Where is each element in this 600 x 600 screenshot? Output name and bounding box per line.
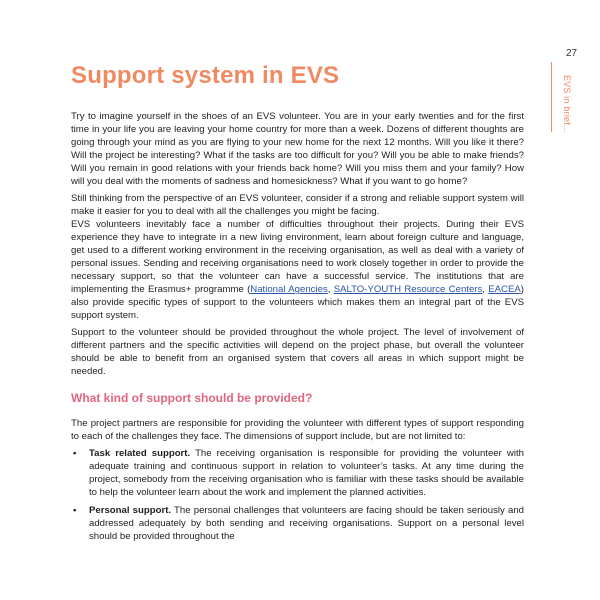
intro-paragraph-3	[71, 218, 524, 323]
section-intro: The project partners are responsible for providing the volunteer with different types of support responding to each of the challenges they face. The dimensions of support include, but are not limited to:	[71, 417, 524, 443]
bullet-icon: •	[73, 504, 77, 516]
bullet-icon: •	[73, 448, 77, 460]
list-item	[71, 447, 524, 499]
intro-paragraph-4: Support to the volunteer should be provided throughout the whole project. The level of involvement of different partners and the specific activities will depend on the project phase, but overall the volunteer should be able to benefit from an organised system that covers all areas in which support might be needed.	[71, 326, 524, 377]
eacea-link[interactable]: EACEA	[488, 284, 521, 296]
list-item-term: Task related support.	[89, 448, 191, 460]
list-item-term: Personal support.	[89, 504, 172, 516]
link-separator: ,	[327, 284, 334, 296]
salto-youth-link[interactable]: SALTO-YOUTH Resource Centers	[333, 284, 483, 296]
side-section-tab: EVS in brief...	[562, 75, 572, 134]
link-separator: ,	[482, 284, 489, 296]
page-number: 27	[566, 48, 578, 59]
national-agencies-link[interactable]: National Agencies	[250, 284, 328, 296]
side-divider	[551, 62, 552, 132]
section-heading: What kind of support should be provided?	[71, 390, 313, 405]
intro-paragraph-1: Try to imagine yourself in the shoes of an EVS volunteer. You are in your early twenties and for the first time in your life you are leaving your home country for more than a week. Dozens of different thoughts are going through your mind as you are flying to your new home for the next 12 months. Will you like it there? Will the project be interesting? What if the tasks are too difficult for you? Will you be able to make friends? Will you remain in good relations with your friends back home? Will you miss them and your family? How will you deal with the moments of sadness and homesickness? What if you want to go home?	[71, 111, 524, 188]
intro-paragraph-3-text: EVS volunteers inevitably face a number of difficulties throughout their projects. During their EVS experience they have to integrate in a new living environment, learn about foreign culture and language, get used to a different working environment in the receiving organisation, as well as deal with a variety of personal issues. Sending and receiving organisations need to work closely together in order to provide the necessary support, so that the volunteer can have a successful service. The institutions that are implementing the Erasmus+ programme (	[71, 218, 524, 296]
body-content	[71, 110, 524, 547]
list-item	[71, 504, 524, 543]
list-item-text: The personal challenges that volunteers are facing should be taken seriously and addressed adequately by both sending and receiving organisations. Support on a personal level should be provided throughout the	[89, 504, 524, 542]
list-item-text: The receiving organisation is responsible for providing the volunteer with adequate training and continuous support in relation to volunteer’s tasks. At any time during the project, somebody from the receiving organisation who is familiar with these tasks should be available to help the volunteer learn about the work and implement the planned activities.	[89, 448, 524, 499]
support-dimensions-list	[71, 447, 524, 543]
page-title: Support system in EVS	[71, 62, 340, 89]
intro-paragraph-3-tail: ) also provide specific types of support to the volunteers which makes them an integral part of the EVS support system.	[71, 284, 524, 322]
intro-paragraph-2: Still thinking from the perspective of an EVS volunteer, consider if a strong and reliable support system will make it easier for you to deal with all the challenges you might be facing.	[71, 192, 524, 217]
